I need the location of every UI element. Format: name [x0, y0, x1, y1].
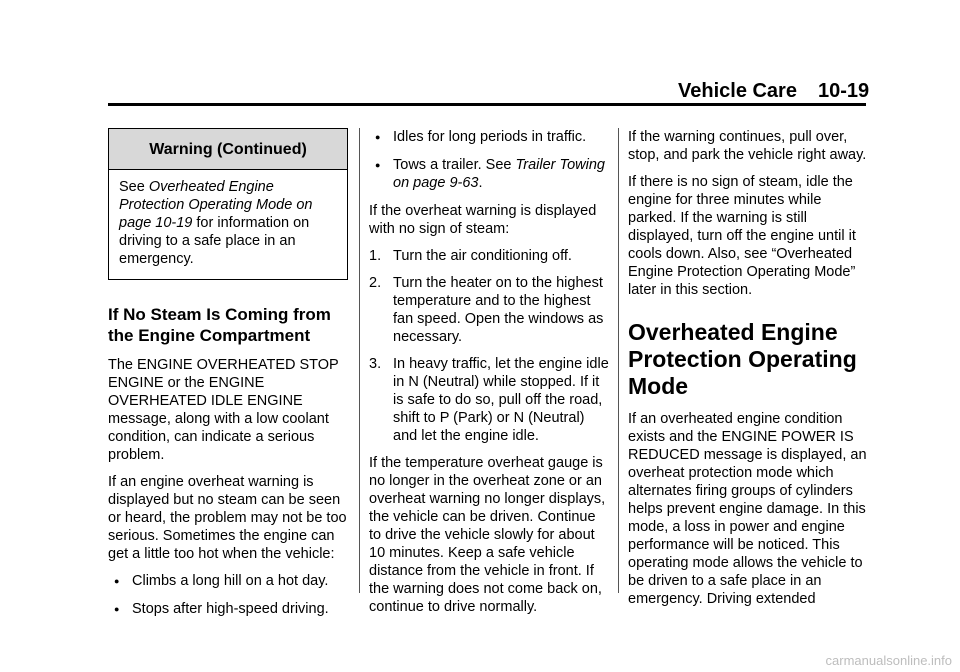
warning-box: [108, 128, 348, 280]
column-divider-1: [359, 128, 360, 593]
trailer-towing-link[interactable]: Trailer Towing on page 9-63: [393, 157, 605, 191]
list-item-text: Tows a trailer. See: [393, 157, 516, 173]
list-item: [369, 156, 609, 192]
step-text: Turn the air conditioning off.: [393, 248, 572, 264]
paragraph: The ENGINE OVERHEATED STOP ENGINE or the ENGINE OVERHEATED IDLE ENGINE message, along with a low coolant condition, can indicate a serious problem.: [108, 357, 339, 463]
step-number: 1.: [369, 248, 382, 264]
warning-see: See: [119, 179, 149, 195]
section-title: Vehicle Care: [678, 80, 797, 102]
bullet-icon: ●: [114, 576, 120, 586]
column-1: [108, 128, 348, 628]
list-item: [369, 128, 609, 146]
list-item: [108, 572, 348, 590]
warning-rest: for information on driving to a safe place in an emergency.: [119, 215, 310, 267]
column-divider-2: [618, 128, 619, 593]
numbered-step: [369, 355, 609, 445]
page-number: 10-19: [818, 80, 870, 102]
watermark: carmanualsonline.info: [825, 653, 952, 668]
list-item-text: Idles for long periods in traffic.: [393, 129, 587, 145]
step-number: 3.: [369, 356, 382, 372]
paragraph: If the temperature overheat gauge is no longer in the overheat zone or an overheat warning no longer displays, the vehicle can be driven. Continue to drive the vehicle slowly for about 10 minutes. Keep a safe vehicle distance from the vehicle in front. If the warning does not come back on, continue to drive normally.: [369, 455, 606, 615]
paragraph: If the overheat warning is displayed with no sign of steam:: [369, 203, 597, 237]
header-rule: [108, 103, 866, 106]
numbered-step: [369, 274, 609, 346]
section-heading-overheated-mode: Overheated Engine Protection Operating Mode: [628, 319, 857, 399]
list-item-text: Climbs a long hill on a hot day.: [132, 573, 329, 589]
list-item: [108, 600, 348, 618]
column-2: [369, 128, 609, 625]
step-text: Turn the heater on to the highest temperature and to the highest fan speed. Open the windows as necessary.: [393, 275, 604, 345]
paragraph: If the warning continues, pull over, stop, and park the vehicle right away.: [628, 129, 867, 163]
paragraph: If an engine overheat warning is displayed but no steam can be seen or heard, the problem may not be too serious. Sometimes the engine can get a little too hot when the vehicle:: [108, 474, 347, 562]
numbered-step: [369, 247, 609, 265]
bullet-icon: ●: [375, 132, 381, 142]
warning-title: Warning (Continued): [109, 129, 347, 170]
list-item-text: .: [478, 175, 483, 191]
step-text: In heavy traffic, let the engine idle in N (Neutral) while stopped. If it is safe to do so, pull off the road, shift to P (Park) or N (Neutral) and let the engine idle.: [393, 356, 609, 444]
step-number: 2.: [369, 275, 382, 291]
section-heading-no-steam: If No Steam Is Coming from the Engine Compartment: [108, 305, 331, 345]
warning-reference-link[interactable]: Overheated Engine Protection Operating Mode on page 10-19: [119, 179, 313, 231]
warning-body: [109, 170, 347, 279]
paragraph: If there is no sign of steam, idle the engine for three minutes while parked. If the warning is still displayed, turn off the engine until it cools down. Also, see “Overheated Engine Protection Operating Mode” later in this section.: [628, 174, 856, 298]
paragraph: If an overheated engine condition exists and the ENGINE POWER IS REDUCED message is displayed, an overheat protection mode which alternates firing groups of cylinders helps prevent engine damage. In this mode, a loss in power and engine performance will be noticed. This operating mode allows the vehicle to be driven to a safe place in an emergency. Driving extended: [628, 411, 867, 607]
column-3: [628, 128, 868, 617]
bullet-icon: ●: [114, 604, 120, 614]
list-item-text: Stops after high-speed driving.: [132, 601, 329, 617]
bullet-icon: ●: [375, 160, 381, 170]
